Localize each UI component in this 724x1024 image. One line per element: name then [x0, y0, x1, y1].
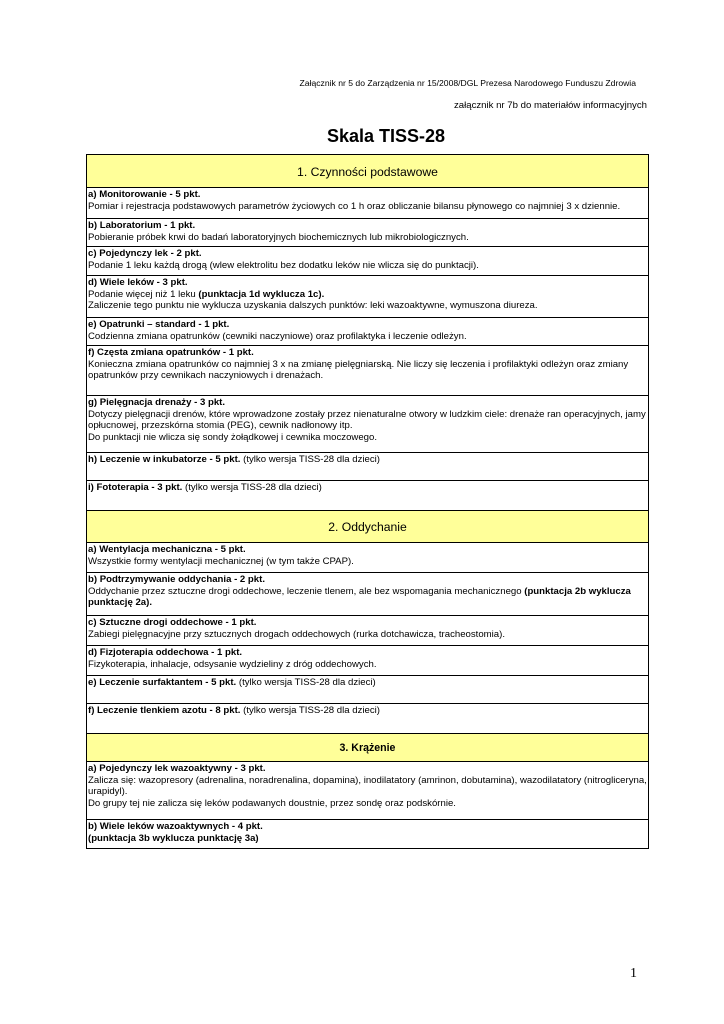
item-title: d) Fizjoterapia oddechowa - 1 pkt. [88, 647, 243, 658]
item-exclusion-note: (punktacja 2b wyklucza punktację 2a). [88, 585, 631, 609]
item-desc: Do punktacji nie wlicza się sondy żołądkowej i cewnika moczowego. [88, 431, 378, 443]
item-desc: Oddychanie przez sztuczne drogi oddechowe, leczenie tlenem, ale bez wspomagania mechanicznego (punktacja 2b wyklucza punktację 2a). [88, 585, 631, 609]
item-1a [87, 187, 648, 218]
item-1g [87, 395, 648, 452]
item-desc: Zabiegi pielęgnacyjne przy sztucznych drogach oddechowych (rurka dotchawicza, tracheostomia). [88, 628, 506, 640]
header-annex-line: Załącznik nr 5 do Zarządzenia nr 15/2008/DGL Prezesa Narodowego Funduszu Zdrowia [299, 78, 636, 88]
item-title: a) Wentylacja mechaniczna - 5 pkt. [88, 544, 246, 555]
item-2d [87, 645, 648, 675]
item-title: f) Leczenie tlenkiem azotu - 8 pkt. [88, 705, 241, 716]
tiss-table [86, 154, 649, 849]
item-2e [87, 675, 648, 703]
section-header-basic: 1. Czynności podstawowe [87, 154, 648, 187]
item-desc: Pobieranie próbek krwi do badań laboratoryjnych biochemicznych lub mikrobiologicznych. [88, 231, 469, 243]
item-title: b) Wiele leków wazoaktywnych - 4 pkt. [88, 821, 263, 832]
item-title: f) Częsta zmiana opatrunków - 1 pkt. [88, 347, 254, 358]
item-3b [87, 819, 648, 849]
item-title: c) Sztuczne drogi oddechowe - 1 pkt. [88, 617, 257, 628]
item-desc: Zalicza się: wazopresory (adrenalina, noradrenalina, dopamina), inodilatatory (amrinon, dobutamina), wazodilatatory (nitrogliceryna, urapidyl). [88, 774, 647, 798]
item-2a [87, 542, 648, 572]
item-desc: Do grupy tej nie zalicza się leków podawanych doustnie, przez sondę oraz podskórnie. [88, 797, 456, 809]
item-exclusion-note: (punktacja 3b wyklucza punktację 3a) [88, 832, 259, 844]
item-title: a) Pojedynczy lek wazoaktywny - 3 pkt. [88, 763, 266, 774]
item-exclusion-note: (punktacja 1d wyklucza 1c). [198, 288, 325, 300]
item-title: g) Pielęgnacja drenaży - 3 pkt. [88, 397, 226, 408]
item-1d [87, 275, 648, 317]
item-3a [87, 761, 648, 819]
page-title: Skala TISS-28 [326, 126, 446, 146]
item-1b [87, 218, 648, 246]
item-desc: Dotyczy pielęgnacji drenów, które wprowadzone zostały przez nienaturalne otwory w ludzkim ciele: drenaże ran operacyjnych, jamy opłucnowej, przezskórna stomia (PEG), cewnik nadłonowy itp. [88, 408, 646, 432]
item-1e [87, 317, 648, 345]
item-1c [87, 246, 648, 275]
item-note: (tylko wersja TISS-28 dla dzieci) [182, 482, 322, 493]
item-desc: Podanie 1 leku każdą drogą (wlew elektrolitu bez dodatku leków nie wlicza się do punktacji). [88, 259, 479, 271]
item-note: (tylko wersja TISS-28 dla dzieci) [236, 677, 376, 688]
item-title: b) Laboratorium - 1 pkt. [88, 220, 196, 231]
item-1i [87, 480, 648, 510]
item-title: b) Podtrzymywanie oddychania - 2 pkt. [88, 574, 265, 585]
page-number: 1 [630, 966, 637, 981]
item-desc: Wszystkie formy wentylacji mechanicznej (w tym także CPAP). [88, 555, 354, 567]
item-note: (tylko wersja TISS-28 dla dzieci) [240, 454, 380, 465]
item-title: d) Wiele leków - 3 pkt. [88, 277, 188, 288]
item-1f [87, 345, 648, 395]
item-title: c) Pojedynczy lek - 2 pkt. [88, 248, 202, 259]
item-desc: Zaliczenie tego punktu nie wyklucza uzyskania dalszych punktów: leki wazoaktywne, wymuszona diureza. [88, 300, 538, 312]
item-title: i) Fototerapia - 3 pkt. [88, 482, 183, 493]
section-header-breathing: 2. Oddychanie [87, 510, 648, 542]
item-title: h) Leczenie w inkubatorze - 5 pkt. [88, 454, 241, 465]
item-1h [87, 452, 648, 480]
item-title: e) Leczenie surfaktantem - 5 pkt. [88, 677, 237, 688]
item-note: (tylko wersja TISS-28 dla dzieci) [240, 705, 380, 716]
item-desc: Konieczna zmiana opatrunków co najmniej 3 x na zmianę pielęgniarską. Nie liczy się leczenia i profilaktyki odleżyn oraz zmiany opatrunków przy cewnikach naczyniowych i drenażach. [88, 358, 629, 382]
item-2f [87, 703, 648, 733]
item-2c [87, 615, 648, 645]
item-title: e) Opatrunki – standard - 1 pkt. [88, 319, 230, 330]
item-desc: Fizykoterapia, inhalacje, odsysanie wydzieliny z dróg oddechowych. [88, 658, 377, 670]
section-header-circulation: 3. Krążenie [87, 733, 648, 761]
item-title: a) Monitorowanie - 5 pkt. [88, 189, 201, 200]
item-2b [87, 572, 648, 615]
item-desc: Pomiar i rejestracja podstawowych parametrów życiowych co 1 h oraz obliczanie bilansu płynowego co najmniej 3 x dziennie. [88, 200, 621, 212]
item-desc: Podanie więcej niż 1 leku (punktacja 1d wyklucza 1c). [88, 288, 325, 300]
header-materials-line: załącznik nr 7b do materiałów informacyjnych [453, 100, 647, 111]
item-desc: Codzienna zmiana opatrunków (cewniki naczyniowe) oraz profilaktyka i leczenie odleżyn. [88, 330, 467, 342]
